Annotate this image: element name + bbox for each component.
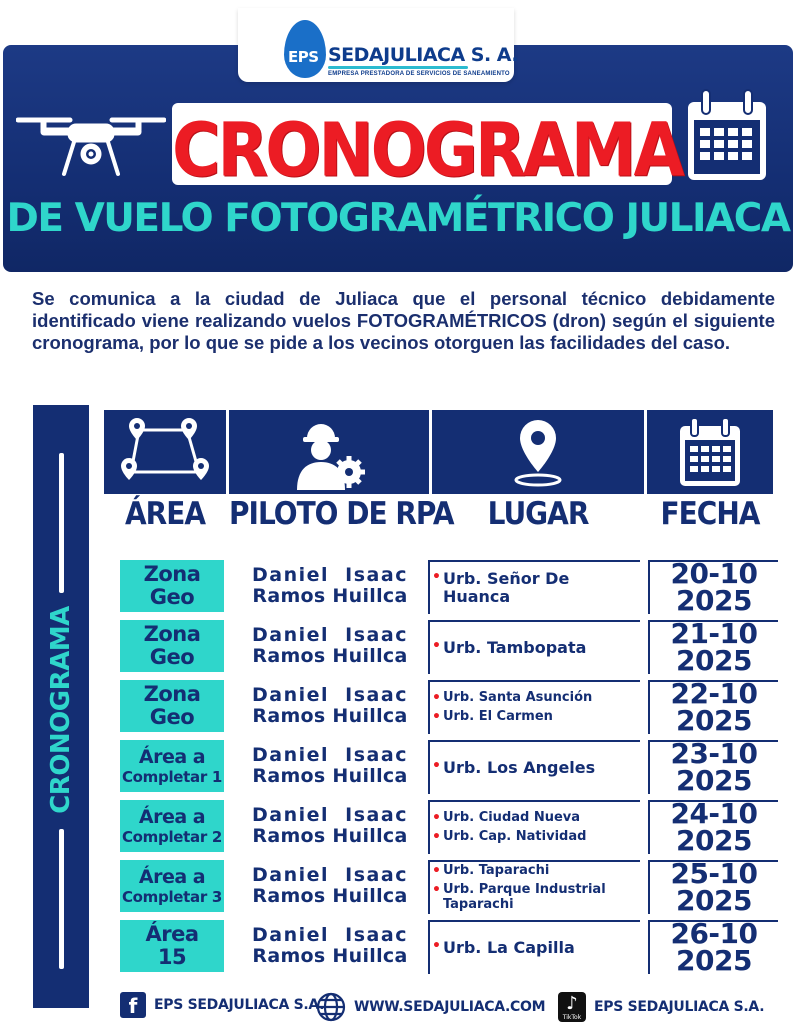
logo-tagline: EMPRESA PRESTADORA DE SERVICIOS DE SANEAMIENTO	[328, 71, 510, 77]
header-cell-date	[647, 410, 773, 494]
date-year: 2025	[676, 644, 752, 677]
date-year: 2025	[676, 764, 752, 797]
place-cell	[428, 860, 640, 914]
area-cell	[120, 860, 224, 912]
pilot-first-name: Daniel Isaac	[252, 864, 408, 887]
calendar-icon	[684, 88, 770, 184]
header-cell-place	[432, 410, 644, 494]
footer-website[interactable]	[316, 992, 545, 1022]
header-cell-area	[104, 410, 226, 494]
place-name: Urb. Parque Industrial Taparachi	[442, 882, 606, 912]
calendar-icon	[678, 416, 742, 488]
pilot-first-name: Daniel Isaac	[252, 924, 408, 947]
area-label: Área a	[138, 865, 206, 888]
place-item	[432, 759, 640, 777]
pilot-first-name: Daniel Isaac	[252, 564, 408, 587]
area-cell	[120, 620, 224, 672]
sidebar-divider-top	[59, 453, 64, 593]
pilot-cell	[230, 560, 430, 612]
sidebar-label: CRONOGRAMA	[46, 606, 76, 814]
date-day-month: 24-10	[670, 797, 758, 831]
bullet-icon: •	[432, 638, 441, 655]
place-item	[432, 639, 640, 657]
pilot-last-name: Ramos Huillca	[252, 765, 408, 787]
company-logo	[238, 8, 519, 82]
place-cell	[428, 620, 640, 674]
area-sublabel: Geo	[149, 585, 195, 609]
place-item	[432, 570, 640, 605]
area-sublabel: Geo	[149, 645, 195, 669]
place-cell	[428, 920, 640, 974]
date-day-month: 22-10	[670, 677, 758, 711]
table-row	[118, 677, 778, 737]
place-name: Urb. Tambopata	[442, 638, 587, 658]
area-label: Zona	[143, 622, 201, 646]
bullet-icon: •	[432, 829, 441, 845]
place-name: Urb. Cap. Natividad	[442, 829, 587, 844]
date-cell	[648, 917, 778, 977]
tiktok-handle: EPS SEDAJULIACA S.A.	[594, 999, 765, 1015]
bullet-icon: •	[432, 809, 441, 826]
bullet-icon: •	[432, 709, 441, 725]
drone-icon	[16, 112, 166, 182]
area-sublabel: Completar 2	[121, 827, 223, 846]
pilot-cell	[230, 860, 430, 912]
page-subtitle: DE VUELO FOTOGRAMÉTRICO JULIACA	[6, 196, 790, 241]
pilot-first-name: Daniel Isaac	[252, 624, 408, 647]
pilot-last-name: Ramos Huillca	[252, 885, 408, 907]
place-item	[432, 811, 640, 826]
area-cell	[120, 800, 224, 852]
date-cell	[648, 677, 778, 737]
logo-swoosh	[328, 66, 468, 69]
tiktok-icon	[558, 992, 586, 1022]
water-drop-icon	[284, 20, 326, 78]
engineer-icon	[289, 416, 369, 492]
sidebar-divider-bottom	[59, 829, 64, 969]
place-cell	[428, 680, 640, 734]
date-cell	[648, 557, 778, 617]
place-name: Urb. Santa Asunción	[442, 689, 593, 705]
bullet-icon: •	[432, 882, 441, 899]
date-year: 2025	[676, 944, 752, 977]
pilot-cell	[230, 800, 430, 852]
area-sublabel: Completar 1	[121, 767, 223, 786]
date-year: 2025	[676, 824, 752, 857]
place-item	[432, 883, 640, 912]
pilot-cell	[230, 680, 430, 732]
pilot-last-name: Ramos Huillca	[252, 705, 408, 727]
pilot-cell	[230, 920, 430, 972]
header-label-pilot: PILOTO DE RPA	[229, 495, 454, 532]
logo-mark: EPS	[288, 48, 319, 66]
area-sublabel: Completar 3	[121, 887, 223, 906]
pilot-first-name: Daniel Isaac	[252, 744, 408, 767]
sidebar-band	[33, 405, 89, 1008]
table-row	[118, 557, 778, 617]
footer	[0, 988, 796, 1024]
area-label: Zona	[143, 562, 201, 586]
date-day-month: 26-10	[670, 917, 758, 951]
table-row	[118, 917, 778, 977]
date-year: 2025	[676, 884, 752, 917]
logo-name: SEDAJULIACA S. A.	[328, 44, 519, 66]
map-area-icon	[117, 416, 213, 488]
footer-facebook[interactable]	[120, 992, 324, 1018]
bullet-icon: •	[432, 689, 441, 706]
date-day-month: 21-10	[670, 617, 758, 651]
header-label-area: ÁREA	[124, 495, 206, 532]
place-item	[432, 691, 640, 706]
place-item	[432, 830, 640, 845]
intro-paragraph: Se comunica a la ciudad de Juliaca que el personal técnico debidamente identificado viene realizando vuelos FOTOGRAMÉTRICOS (dron) según el siguiente cronograma, por lo que se pide a los vecinos otorguen las facilidades del caso.	[32, 288, 775, 353]
facebook-handle: EPS SEDAJULIACA S.A.	[154, 997, 325, 1013]
place-name: Urb. El Carmen	[442, 709, 553, 724]
place-name: Urb. Señor De Huanca	[442, 569, 570, 606]
pilot-cell	[230, 740, 430, 792]
date-day-month: 25-10	[670, 857, 758, 891]
date-cell	[648, 617, 778, 677]
header-cell-pilot	[229, 410, 429, 494]
date-cell	[648, 737, 778, 797]
globe-icon	[316, 992, 346, 1022]
location-pin-icon	[510, 416, 566, 488]
bullet-icon: •	[432, 569, 441, 586]
facebook-icon: f	[120, 992, 146, 1018]
date-year: 2025	[676, 584, 752, 617]
table-row	[118, 617, 778, 677]
pilot-last-name: Ramos Huillca	[252, 825, 408, 847]
area-cell	[120, 680, 224, 732]
place-cell	[428, 740, 640, 794]
tiktok-caption: TikTok	[562, 1014, 582, 1021]
area-label: Área	[145, 922, 199, 946]
area-cell	[120, 740, 224, 792]
place-cell	[428, 560, 640, 614]
date-day-month: 20-10	[670, 557, 758, 591]
pilot-first-name: Daniel Isaac	[252, 684, 408, 707]
date-day-month: 23-10	[670, 737, 758, 771]
place-item	[432, 939, 640, 957]
area-cell	[120, 560, 224, 612]
pilot-last-name: Ramos Huillca	[252, 645, 408, 667]
place-name: Urb. La Capilla	[442, 938, 575, 958]
pilot-last-name: Ramos Huillca	[252, 585, 408, 607]
date-cell	[648, 857, 778, 917]
area-cell	[120, 920, 224, 972]
date-cell	[648, 797, 778, 857]
website-link: WWW.SEDAJULIACA.COM	[354, 999, 546, 1015]
tiktok-note: ♪	[566, 993, 578, 1014]
place-cell	[428, 800, 640, 854]
place-item	[432, 710, 640, 725]
area-sublabel: 15	[157, 945, 187, 969]
area-sublabel: Geo	[149, 705, 195, 729]
header-label-place: LUGAR	[487, 495, 589, 532]
table-row	[118, 797, 778, 857]
bullet-icon: •	[432, 863, 441, 879]
place-name: Urb. Taparachi	[442, 863, 550, 878]
page-title: CRONOGRAMA	[172, 107, 682, 194]
pilot-last-name: Ramos Huillca	[252, 945, 408, 967]
area-label: Área a	[138, 745, 206, 768]
place-item	[432, 864, 640, 879]
place-name: Urb. Los Angeles	[442, 758, 596, 778]
header-label-date: FECHA	[660, 495, 760, 532]
table-row	[118, 857, 778, 917]
footer-tiktok[interactable]	[558, 992, 764, 1022]
area-label: Zona	[143, 682, 201, 706]
place-name: Urb. Ciudad Nueva	[442, 809, 581, 825]
pilot-cell	[230, 620, 430, 672]
date-year: 2025	[676, 704, 752, 737]
title-box	[172, 103, 682, 194]
pilot-first-name: Daniel Isaac	[252, 804, 408, 827]
bullet-icon: •	[432, 758, 441, 775]
table-row	[118, 737, 778, 797]
bullet-icon: •	[432, 938, 441, 955]
area-label: Área a	[138, 805, 206, 828]
